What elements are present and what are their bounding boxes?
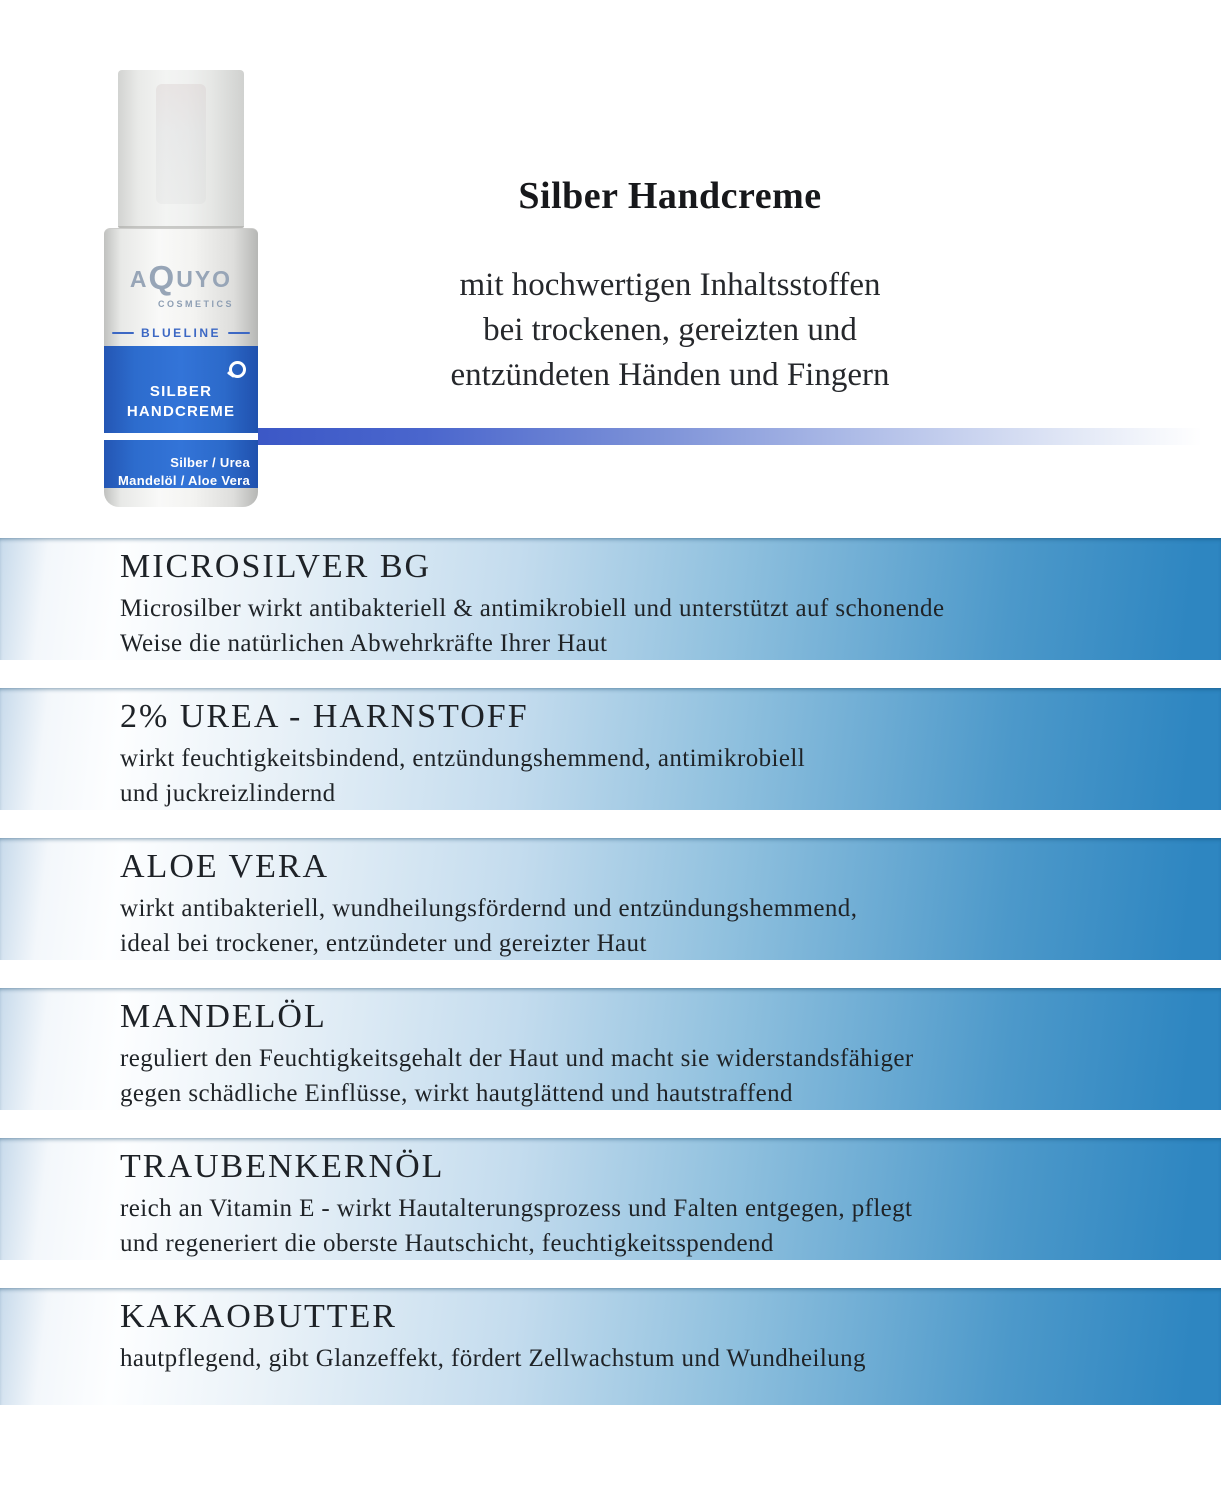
- description-line: und regeneriert die oberste Hautschicht, feuchtigkeitsspendend: [120, 1230, 774, 1257]
- ingredient-band-urea: [0, 688, 1221, 810]
- product-bottle-image: [104, 70, 258, 507]
- description-line: wirkt antibakteriell, wundheilungsfördernd und entzündungshemmend,: [120, 895, 858, 922]
- brand-letters: UYO: [176, 266, 233, 292]
- description-line: ideal bei trockener, entzündeter und gereizter Haut: [120, 930, 647, 957]
- brand-letter-q: Q: [148, 259, 177, 296]
- label-ingredients: [104, 454, 250, 490]
- blueline-rule-left: [112, 332, 134, 334]
- ingredient-heading: MICROSILVER BG: [120, 548, 432, 585]
- brand-logo: [104, 261, 258, 298]
- ingredient-sections: [0, 538, 1221, 1405]
- accent-gradient-bar: [250, 428, 1221, 445]
- ingredient-description: [120, 891, 1191, 960]
- description-line: und juckreizlindernd: [120, 780, 336, 807]
- ingredient-band-microsilver: [0, 538, 1221, 660]
- description-line: Weise die natürlichen Abwehrkräfte Ihrer Haut: [120, 630, 608, 657]
- description-line: wirkt feuchtigkeitsbindend, entzündungshemmend, antimikrobiell: [120, 745, 806, 772]
- label-white-stripe: [104, 433, 258, 440]
- label-title-line: SILBER: [149, 383, 213, 400]
- bottle-body: [104, 228, 258, 507]
- ingredient-heading: KAKAOBUTTER: [120, 1298, 397, 1335]
- description-line: Microsilber wirkt antibakteriell & antimikrobiell und unterstützt auf schonende: [120, 595, 945, 622]
- description-line: reich an Vitamin E - wirkt Hautalterungsprozess und Falten entgegen, pflegt: [120, 1195, 913, 1222]
- product-line-banner: [112, 326, 250, 340]
- label-product-name: [104, 382, 258, 422]
- ingredient-heading: 2% UREA - HARNSTOFF: [120, 698, 529, 735]
- ingredient-description: [120, 741, 1191, 810]
- ingredient-heading: TRAUBENKERNÖL: [120, 1148, 445, 1185]
- blueline-rule-right: [228, 332, 250, 334]
- ingredient-description: [120, 1041, 1191, 1110]
- subtitle-line: bei trockenen, gereizten und: [483, 312, 857, 348]
- ingredient-band-traubenkernoel: [0, 1138, 1221, 1260]
- ingredient-heading: MANDELÖL: [120, 998, 327, 1035]
- ingredient-description: [120, 1341, 1191, 1376]
- label-title-line: HANDCREME: [126, 403, 236, 420]
- ingredient-band-aloe-vera: [0, 838, 1221, 960]
- hero-text-block: [320, 172, 1020, 398]
- subtitle-line: entzündeten Händen und Fingern: [450, 357, 890, 393]
- brand-subtitle: COSMETICS: [157, 299, 234, 309]
- ingredient-band-kakaobutter: [0, 1288, 1221, 1405]
- page-subtitle: [320, 263, 1020, 398]
- hero-section: [0, 0, 1221, 538]
- subtitle-line: mit hochwertigen Inhaltsstoffen: [459, 267, 881, 303]
- ingredient-description: [120, 1191, 1191, 1260]
- bottle-blue-label: [104, 346, 258, 488]
- label-ingredient-line: Mandelöl / Aloe Vera: [118, 473, 250, 488]
- ingredient-heading: ALOE VERA: [120, 848, 330, 885]
- brand-q-logo-icon: [229, 361, 246, 378]
- description-line: gegen schädliche Einflüsse, wirkt hautglättend und hautstraffend: [120, 1080, 793, 1107]
- ingredient-description: [120, 591, 1191, 660]
- description-line: reguliert den Feuchtigkeitsgehalt der Haut und macht sie widerstandsfähiger: [120, 1045, 914, 1072]
- page-title: Silber Handcreme: [518, 175, 822, 217]
- product-line-name: BLUELINE: [141, 326, 221, 340]
- brand-letter: A: [129, 266, 149, 292]
- bottle-pump-cap: [118, 70, 244, 228]
- description-line: hautpflegend, gibt Glanzeffekt, fördert Zellwachstum und Wundheilung: [120, 1345, 866, 1372]
- label-ingredient-line: Silber / Urea: [170, 455, 250, 470]
- ingredient-band-mandeloel: [0, 988, 1221, 1110]
